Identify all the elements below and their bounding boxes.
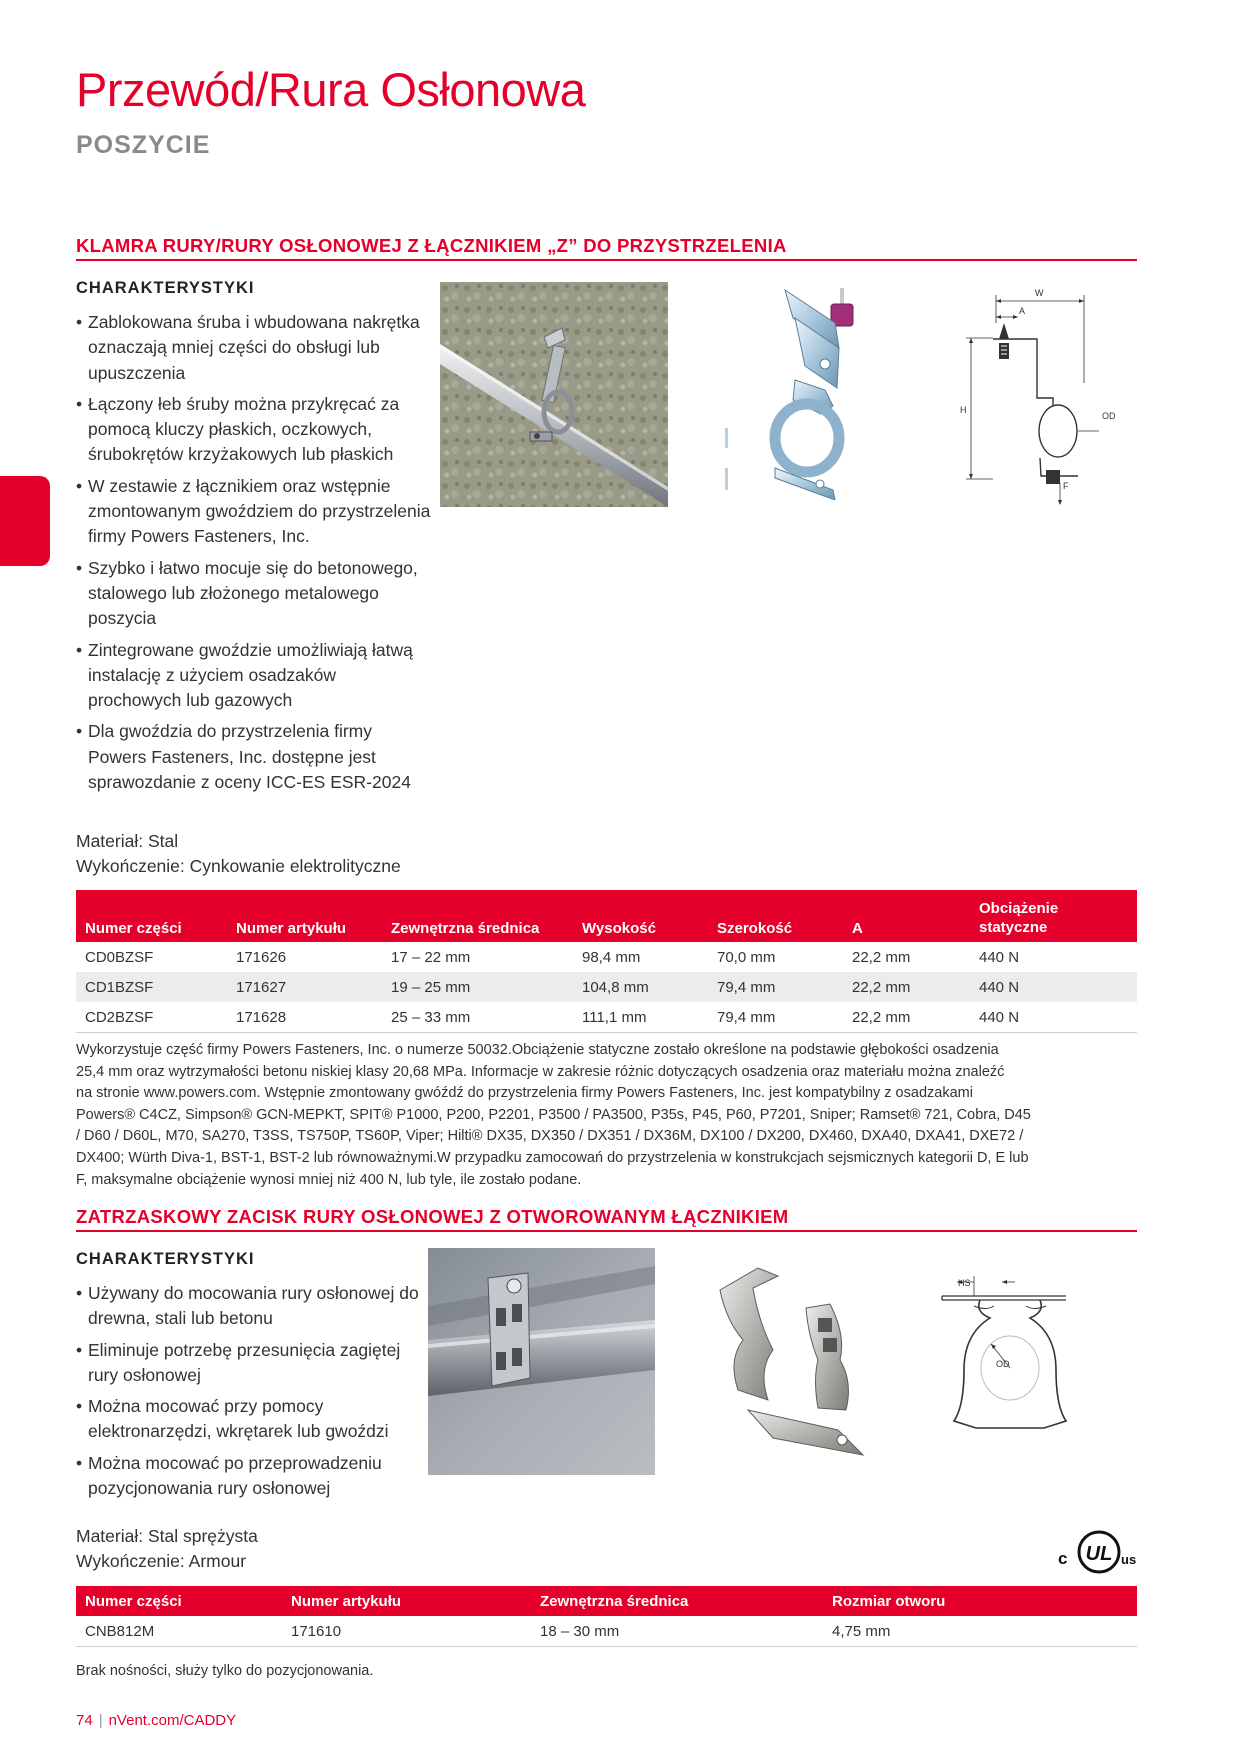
section-side-tab <box>0 476 50 566</box>
table-header-row <box>76 890 1137 942</box>
feature-item: • Można mocować po przeprowadzeniu pozycjonowania rury osłonowej <box>76 1451 431 1502</box>
product-image-1 <box>725 278 895 500</box>
col-header: Numer artykułu <box>282 1586 531 1616</box>
dim-label-f: F <box>1063 481 1069 491</box>
table-cell: 4,75 mm <box>823 1616 1137 1647</box>
feature-item: • W zestawie z łącznikiem oraz wstępnie zmontowanym gwoździem do przystrzelenia firmy Powers Fasteners, Inc. <box>76 474 431 550</box>
table-cell: 70,0 mm <box>717 948 776 966</box>
col-header: Numer części <box>76 1586 282 1616</box>
table-cell: 79,4 mm <box>708 1002 843 1033</box>
table-cell: 104,8 mm <box>573 972 708 1002</box>
col-header: Wysokość <box>573 890 708 942</box>
table-cell: CD0BZSF <box>85 948 154 966</box>
table-cell: 440 N <box>970 1002 1137 1033</box>
page-footer <box>76 1712 236 1729</box>
ul-mark-left: c <box>1058 1549 1068 1568</box>
table-cell: 79,4 mm <box>708 972 843 1002</box>
ul-mark-right: us <box>1121 1552 1137 1567</box>
footnote-line: DX400; Würth Diva-1, BST-1, BST-2 lub równoważnymi.W przypadku zamocowań do przystrzelenia w konstrukcjach sejsmicznych kategorii D, E lub <box>76 1149 1029 1166</box>
section1-heading: KLAMRA RURY/RURY OSŁONOWEJ Z ŁĄCZNIKIEM „Z” DO PRZYSTRZELENIA <box>76 235 787 256</box>
dim-label-od: OD <box>1102 411 1115 421</box>
installation-photo-2 <box>428 1248 655 1475</box>
feature-item: • Szybko i łatwo mocuje się do betonowego, stalowego lub złożonego metalowego poszycia <box>76 556 431 632</box>
section1-footnote <box>76 1040 1136 1191</box>
dim-label-w: W <box>1035 288 1044 298</box>
section1-feature-list <box>76 310 431 801</box>
section2-feature-list <box>76 1281 431 1507</box>
table-header-row <box>76 1586 1137 1616</box>
col-header: A <box>843 890 970 942</box>
col-header: Zewnętrzna średnica <box>382 890 573 942</box>
footnote-line: na stronie www.powers.com. Wstępnie zmontowany gwóźdź do przystrzelenia firmy Powers Fasteners, Inc. jest kompatybilny z osadzakami <box>76 1085 973 1102</box>
section2-material: Materiał: Stal sprężysta <box>76 1526 258 1546</box>
table-cell: 171627 <box>227 972 382 1002</box>
section1-material: Materiał: Stal <box>76 831 179 851</box>
feature-item: • Eliminuje potrzebę przesunięcia zagiętej rury osłonowej <box>76 1338 431 1389</box>
ul-mark: UL <box>1085 1543 1113 1565</box>
dim-label-hs: HS <box>958 1278 971 1288</box>
table-cell: 440 N <box>970 972 1137 1002</box>
feature-item: • Zintegrowane gwoździe umożliwiają łatwą instalację z użyciem osadzaków prochowych lub gazowych <box>76 638 431 714</box>
table-cell: CD2BZSF <box>76 1002 227 1033</box>
table-cell: 440 N <box>979 948 1020 966</box>
section1-features-heading: CHARAKTERYSTYKI <box>76 279 255 297</box>
dimension-drawing-2 <box>940 1266 1140 1436</box>
footnote-line: Powers® C4CZ, Simpson® GCN-MEPKT, SPIT® P1000, P200, P2201, P3500 / PA3500, P35s, P45, P60, P7201, Sniper; Ramset® 721, Cobra, D45 <box>76 1106 1031 1123</box>
table-cell: 171628 <box>227 1002 382 1033</box>
ul-certification-logo <box>1058 1528 1138 1578</box>
page-number: 74 <box>76 1712 93 1729</box>
section1-spec-table <box>76 890 1137 1033</box>
col-header: Rozmiar otworu <box>823 1586 1137 1616</box>
table-cell: CD1BZSF <box>76 972 227 1002</box>
table-cell: 22,2 mm <box>843 1002 970 1033</box>
section2-finish: Wykończenie: Armour <box>76 1551 247 1571</box>
col-header: Numer artykułu <box>227 890 382 942</box>
footnote-line: F, maksymalne obciążenie wynosi mniej niż 400 N, lub tyle, ile zostało podane. <box>76 1171 582 1188</box>
table-cell: 22,2 mm <box>852 948 911 966</box>
dimension-drawing-1 <box>945 283 1115 508</box>
feature-item: • Łączony łeb śruby można przykręcać za pomocą kluczy płaskich, oczkowych, śrubokrętów krzyżakowych lub płaskich <box>76 392 431 468</box>
section2-footnote: Brak nośności, służy tylko do pozycjonowania. <box>76 1663 374 1679</box>
section2-rule <box>76 1230 1137 1232</box>
table-cell: 171626 <box>236 948 287 966</box>
feature-item: • Dla gwoździa do przystrzelenia firmy Powers Fasteners, Inc. dostępne jest sprawozdanie z oceny ICC-ES ESR-2024 <box>76 719 431 795</box>
table-cell: 25 – 33 mm <box>382 1002 573 1033</box>
footer-link[interactable]: nVent.com/CADDY <box>108 1712 237 1729</box>
page-title: Przewód/Rura Osłonowa <box>76 63 586 116</box>
footer-separator: | <box>98 1712 103 1729</box>
table-row <box>76 1002 1137 1033</box>
table-cell: 17 – 22 mm <box>391 948 471 966</box>
feature-item: • Zablokowana śruba i wbudowana nakrętka oznaczają mniej części do obsługi lub upuszczenia <box>76 310 431 386</box>
footnote-line: 25,4 mm oraz wytrzymałości betonu niskiej klasy 20,68 MPa. Informacje w zakresie różnic dotyczących osadzenia oraz materiału można znaleźć <box>76 1063 1005 1080</box>
product-image-2 <box>718 1260 903 1460</box>
table-row <box>76 1616 1137 1647</box>
col-header: Zewnętrzna średnica <box>531 1586 823 1616</box>
table-cell: 98,4 mm <box>582 948 641 966</box>
col-header: Obciążenie statyczne <box>970 890 1137 942</box>
table-cell: CNB812M <box>76 1616 282 1647</box>
col-header: Numer części <box>76 890 227 942</box>
section1-finish: Wykończenie: Cynkowanie elektrolityczne <box>76 856 401 876</box>
feature-item: • Można mocować przy pomocy elektronarzędzi, wkrętarek lub gwoździ <box>76 1394 431 1445</box>
table-row <box>76 972 1137 1002</box>
table-cell: 18 – 30 mm <box>531 1616 823 1647</box>
installation-photo-1 <box>440 282 668 507</box>
table-cell: 111,1 mm <box>573 1002 708 1033</box>
section2-heading: ZATRZASKOWY ZACISK RURY OSŁONOWEJ Z OTWOROWANYM ŁĄCZNIKIEM <box>76 1206 789 1227</box>
table-cell: 22,2 mm <box>843 972 970 1002</box>
footnote-line: Wykorzystuje część firmy Powers Fasteners, Inc. o numerze 50032.Obciążenie statyczne zostało określone na podstawie głębokości osadzenia <box>76 1042 999 1058</box>
page-subtitle: POSZYCIE <box>76 131 211 159</box>
table-cell: 19 – 25 mm <box>382 972 573 1002</box>
feature-item: • Używany do mocowania rury osłonowej do drewna, stali lub betonu <box>76 1281 431 1332</box>
table-row <box>76 942 1137 972</box>
section2-features-heading: CHARAKTERYSTYKI <box>76 1250 255 1268</box>
dim-label-h: H <box>960 405 967 415</box>
dim-label-a: A <box>1019 306 1026 316</box>
section2-spec-table <box>76 1586 1137 1647</box>
section1-rule <box>76 259 1137 261</box>
dim-label-od: OD <box>996 1359 1010 1369</box>
col-header: Szerokość <box>708 890 843 942</box>
table-cell: 171610 <box>282 1616 531 1647</box>
footnote-line: / D60 / D60L, M70, SA270, T3SS, TS750P, TS60P, Viper; Hilti® DX35, DX350 / DX351 / DX36M, DX100 / DX200, DX460, DXA40, DXA41, DXE72 / <box>76 1128 1024 1145</box>
